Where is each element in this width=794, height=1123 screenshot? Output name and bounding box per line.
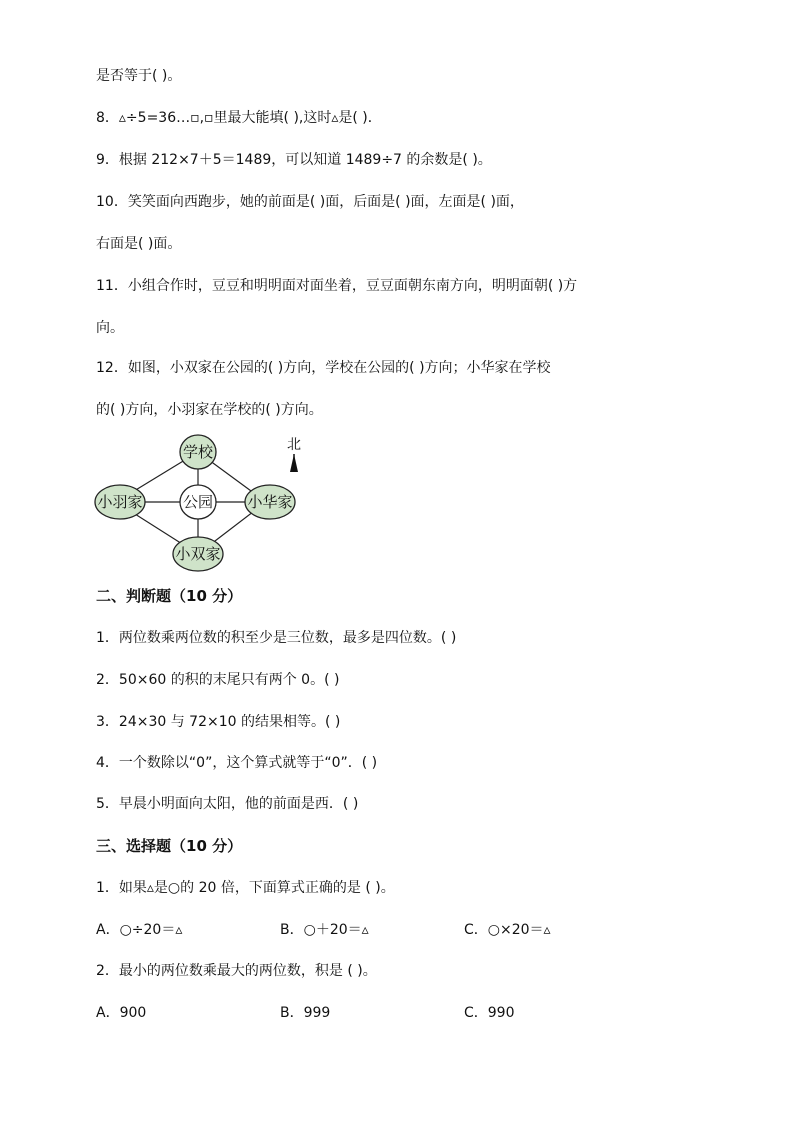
- question-12-line1: 12．如图，小双家在公园的( )方向，学校在公园的( )方向；小华家在学校: [96, 360, 551, 376]
- question-8: 8．▵÷5=36…▫,▫里最大能填( ),这时▵是( )．: [96, 110, 382, 126]
- question-9: 9．根据 212×7＋5＝1489，可以知道 1489÷7 的余数是( )。: [96, 152, 492, 168]
- question-10-line1: 10．笑笑面向西跑步，她的前面是( )面，后面是( )面，左面是( )面，: [96, 194, 524, 210]
- node-school-label: 学校: [182, 443, 214, 461]
- judge-item-1: 1．两位数乘两位数的积至少是三位数，最多是四位数。( ): [96, 630, 457, 646]
- question-7-tail: 是否等于( )。: [96, 68, 182, 84]
- question-11-line2: 向。: [96, 320, 124, 336]
- question-11-line1: 11．小组合作时，豆豆和明明面对面坐着，豆豆面朝东南方向，明明面朝( )方: [96, 278, 578, 294]
- node-park-label: 公园: [182, 493, 214, 511]
- choice-q1-option-c: C．○×20＝▵: [464, 922, 551, 938]
- question-10-line2: 右面是( )面。: [96, 236, 182, 252]
- north-label: 北: [287, 437, 301, 453]
- node-xiaohua-label: 小华家: [247, 493, 293, 511]
- judge-item-2: 2．50×60 的积的末尾只有两个 0。( ): [96, 672, 340, 688]
- choice-q2-option-a: A．900: [96, 1005, 147, 1021]
- choice-q1-option-a: A．○÷20＝▵: [96, 922, 183, 938]
- node-xiaoyu-label: 小羽家: [97, 493, 143, 511]
- node-xiaoshuang-label: 小双家: [175, 545, 221, 563]
- choice-q1-option-b: B．○＋20＝▵: [280, 922, 369, 938]
- direction-map-diagram: [94, 432, 314, 574]
- choice-q2-option-b: B．999: [280, 1005, 331, 1021]
- judge-item-4: 4．一个数除以“0”，这个算式就等于“0”．( ): [96, 755, 378, 771]
- question-12-line2: 的( )方向，小羽家在学校的( )方向。: [96, 402, 323, 418]
- section-2-title: 二、判断题（10 分）: [96, 587, 243, 605]
- judge-item-5: 5．早晨小明面向太阳，他的前面是西．( ): [96, 796, 359, 812]
- judge-item-3: 3．24×30 与 72×10 的结果相等。( ): [96, 714, 341, 730]
- section-3-title: 三、选择题（10 分）: [96, 837, 243, 855]
- choice-q2-option-c: C．990: [464, 1005, 515, 1021]
- choice-question-1: 1．如果▵是○的 20 倍，下面算式正确的是 ( )。: [96, 880, 395, 896]
- choice-question-2: 2．最小的两位数乘最大的两位数，积是 ( )。: [96, 963, 377, 979]
